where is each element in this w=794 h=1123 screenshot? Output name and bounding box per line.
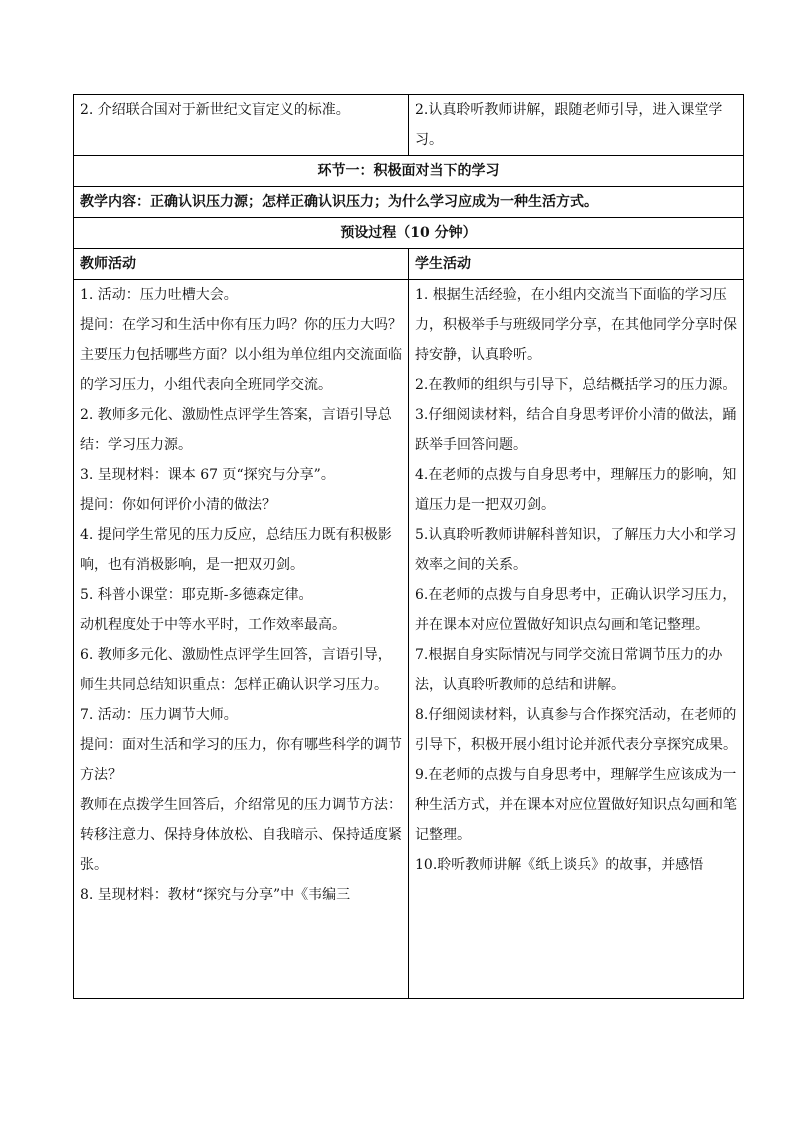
lesson-plan-table bbox=[73, 94, 744, 999]
student-activities-cell bbox=[409, 280, 744, 999]
teacher-activity: 7. 活动：压力调节大师。 bbox=[80, 707, 238, 723]
student-activity: 9.在老师的点拨与自身思考中，理解学生应该成为一种生活方式，并在课本对应位置做好知识点勾画和笔记整理。 bbox=[415, 767, 737, 843]
student-activity: 6.在老师的点拨与自身思考中，正确认识学习压力，并在课本对应位置做好知识点勾画和笔记整理。 bbox=[415, 587, 737, 633]
teacher-activity: 5. 科普小课堂：耶克斯-多德森定律。 bbox=[80, 587, 313, 603]
student-activity: 7.根据自身实际情况与同学交流日常调节压力的办法，认真聆听教师的总结和讲解。 bbox=[415, 647, 723, 693]
teacher-activity: 4. 提问学生常见的压力反应，总结压力既有积极影响，也有消极影响，是一把双刃剑。 bbox=[80, 527, 392, 573]
student-step-2: 2.认真聆听教师讲解，跟随老师引导，进入课堂学习。 bbox=[415, 102, 723, 148]
teacher-step-2: 2. 介绍联合国对于新世纪文盲定义的标准。 bbox=[80, 102, 350, 118]
teacher-activity: 6. 教师多元化、激励性点评学生回答，言语引导，师生共同总结知识重点：怎样正确认识学习压力。 bbox=[80, 647, 392, 693]
teacher-activity: 1. 活动：压力吐槽大会。 bbox=[80, 287, 238, 303]
student-activity: 4.在老师的点拨与自身思考中，理解压力的影响，知道压力是一把双刃剑。 bbox=[415, 467, 737, 513]
teacher-activity: 2. 教师多元化、激励性点评学生答案，言语引导总结：学习压力源。 bbox=[80, 407, 392, 453]
teacher-cell-continued bbox=[74, 95, 409, 156]
student-activity: 5.认真聆听教师讲解科普知识，了解压力大小和学习效率之间的关系。 bbox=[415, 527, 737, 573]
student-activity: 3.仔细阅读材料，结合自身思考评价小清的做法，踊跃举手回答问题。 bbox=[415, 407, 737, 453]
section-title: 环节一：积极面对当下的学习 bbox=[74, 156, 744, 187]
teacher-header: 教师活动 bbox=[74, 249, 409, 280]
teacher-activity: 动机程度处于中等水平时，工作效率最高。 bbox=[80, 617, 346, 633]
student-activity: 1. 根据生活经验，在小组内交流当下面临的学习压力，积极举手与班级同学分享，在其他同学分享时保持安静，认真聆听。 bbox=[415, 287, 737, 363]
teacher-activity: 提问：面对生活和学习的压力，你有哪些科学的调节方法？ bbox=[80, 737, 402, 783]
teacher-activity: 教师在点拨学生回答后，介绍常见的压力调节方法：转移注意力、保持身体放松、自我暗示、保持适度紧张。 bbox=[80, 797, 402, 873]
teacher-activity: 提问：你如何评价小清的做法？ bbox=[80, 497, 276, 513]
student-activity: 8.仔细阅读材料，认真参与合作探究活动，在老师的引导下，积极开展小组讨论并派代表分享探究成果。 bbox=[415, 707, 737, 753]
student-header: 学生活动 bbox=[409, 249, 744, 280]
teaching-content: 教学内容：正确认识压力源；怎样正确认识压力；为什么学习应成为一种生活方式。 bbox=[74, 187, 744, 218]
process-title: 预设过程（10 分钟） bbox=[74, 218, 744, 249]
student-activity: 10.聆听教师讲解《纸上谈兵》的故事，并感悟 bbox=[415, 857, 704, 873]
student-cell-continued bbox=[409, 95, 744, 156]
teacher-activities-cell bbox=[74, 280, 409, 999]
teacher-activity: 3. 呈现材料：课本 67 页“探究与分享”。 bbox=[80, 467, 335, 483]
teacher-activity: 提问：在学习和生活中你有压力吗？你的压力大吗？主要压力包括哪些方面？以小组为单位组内交流面临的学习压力，小组代表向全班同学交流。 bbox=[80, 317, 402, 393]
teacher-activity: 8. 呈现材料：教材“探究与分享”中《韦编三 bbox=[80, 887, 351, 903]
student-activity: 2.在教师的组织与引导下，总结概括学习的压力源。 bbox=[415, 377, 737, 393]
continuation-row bbox=[74, 95, 744, 156]
